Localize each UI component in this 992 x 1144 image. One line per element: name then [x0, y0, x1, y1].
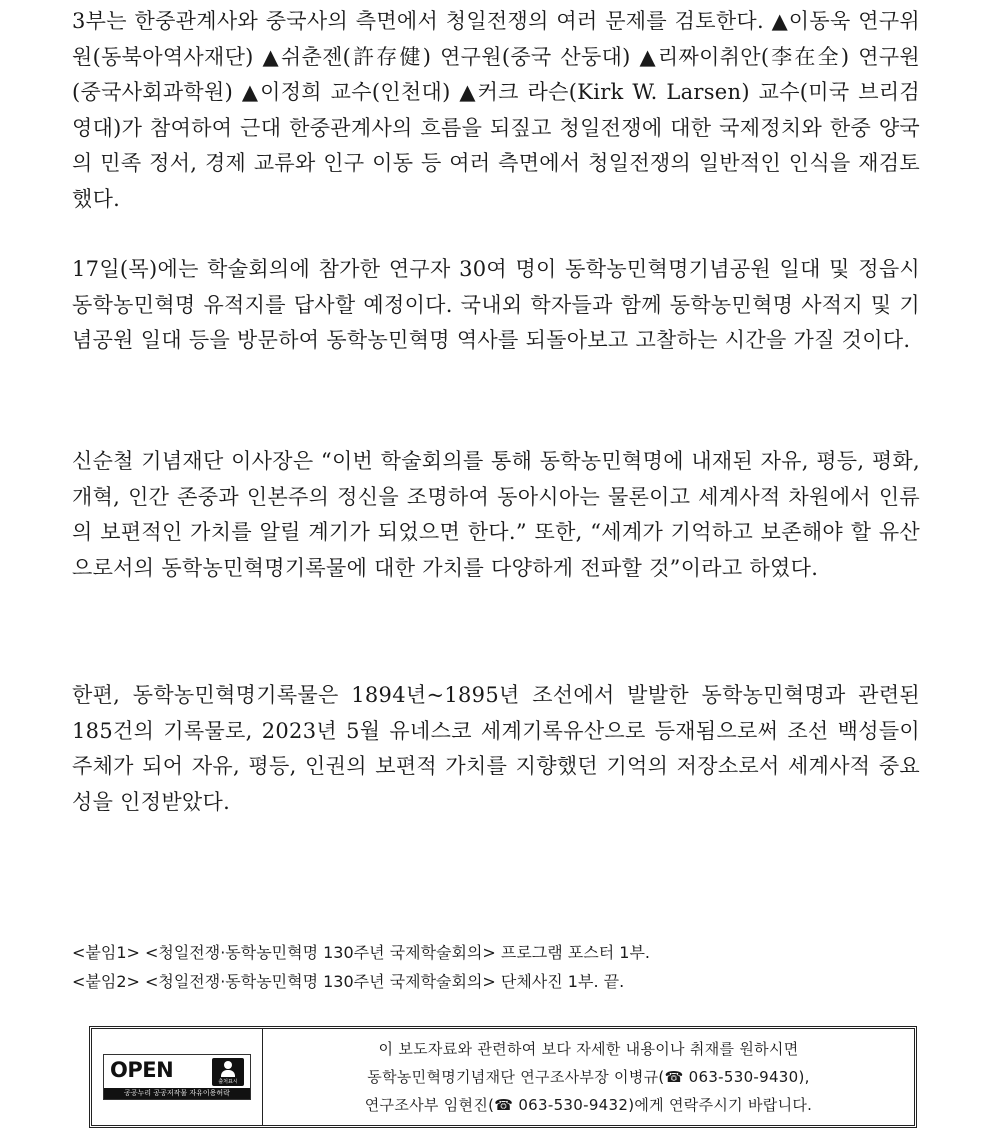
- paragraph-unesco-records: 한편, 동학농민혁명기록물은 1894년~1895년 조선에서 발발한 동학농민혁명과 관련된 185건의 기록물로, 2023년 5월 유네스코 세계기록유산으로 등재됨으로써 조선 백성들이 주체가 되어 자유, 평등, 인권의 보편적 가치를 지향했던 기억의 저장소로서 세계사적 중요성을 인정받았다.: [72, 683, 920, 814]
- attachments-list: [72, 938, 932, 996]
- contact-text-cell: [263, 1029, 914, 1125]
- license-logo-caption: 공공누리 공공저작물 자유이용허락: [104, 1088, 250, 1099]
- contact-line-1: 이 보도자료와 관련하여 보다 자세한 내용이나 취재를 원하시면: [378, 1040, 799, 1058]
- attribution-badge-label: 출처표시: [218, 1079, 238, 1085]
- contact-line-3: 연구조사부 임현진(☎ 063-530-9432)에게 연락주시기 바랍니다.: [364, 1096, 813, 1114]
- attachment-2: <붙임2> <청일전쟁·동학농민혁명 130주년 국제학술회의> 단체사진 1부. 끝.: [72, 972, 625, 991]
- attribution-person-icon: [212, 1058, 244, 1086]
- paragraph-session-3: 3부는 한중관계사와 중국사의 측면에서 청일전쟁의 여러 문제를 검토한다. ▲이동욱 연구위원(동북아역사재단) ▲쉬춘젠(許存健) 연구원(중국 산둥대) ▲리짜이취안(李在全) 연구원(중국사회과학원) ▲이정희 교수(인천대) ▲커크 라슨(Kirk W. Larsen) 교수(미국 브리검 영대)가 참여하여 근대 한중관계사의 흐름을 되짚고 청일전쟁에 대한 국제정치와 한중 양국의 민족 정서, 경제 교류와 인구 이동 등 여러 측면에서 청일전쟁의 일반적인 인식을 재검토했다.: [72, 9, 920, 211]
- open-wordmark: OPEN: [110, 1058, 174, 1082]
- license-logo-cell: [92, 1029, 263, 1125]
- contact-info-box: [89, 1026, 917, 1128]
- kogl-open-license-logo: [103, 1054, 251, 1100]
- contact-line-2: 동학농민혁명기념재단 연구조사부장 이병규(☎ 063-530-9430),: [367, 1068, 810, 1086]
- attachment-1: <붙임1> <청일전쟁·동학농민혁명 130주년 국제학술회의> 프로그램 포스터 1부.: [72, 943, 650, 962]
- paragraph-field-trip: 17일(목)에는 학술회의에 참가한 연구자 30여 명이 동학농민혁명기념공원 일대 및 정읍시 동학농민혁명 유적지를 답사할 예정이다. 국내외 학자들과 함께 동학농민혁명 사적지 및 기념공원 일대 등을 방문하여 동학농민혁명 역사를 되돌아보고 고찰하는 시간을 가질 것이다.: [72, 257, 920, 352]
- paragraph-chairman-quote: 신순철 기념재단 이사장은 “이번 학술회의를 통해 동학농민혁명에 내재된 자유, 평등, 평화, 개혁, 인간 존중과 인본주의 정신을 조명하여 동아시아는 물론이고 세계사적 차원에서 인류의 보편적인 가치를 알릴 계기가 되었으면 한다.” 또한, “세계가 기억하고 보존해야 할 유산으로서의 동학농민혁명기록물에 대한 가치를 다양하게 전파할 것”이라고 하였다.: [72, 449, 920, 580]
